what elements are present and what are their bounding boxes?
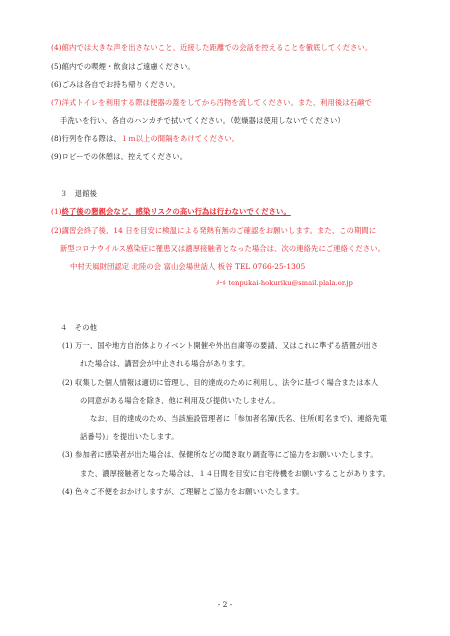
rule-item-6: (6)ごみは各自でお持ち帰りください。 <box>51 80 180 89</box>
other-line-1: (1) 万一、国や地方自治体よりイベント開催や外出自粛等の要請、又はこれに準ずる措置が出さ <box>62 341 379 350</box>
section-4-heading: ４ その他 <box>60 323 97 332</box>
after-item-2-line-2: 新型コロナウイルス感染症に罹患又は濃厚接触者となった場合は、次の連絡先にご連絡ください。 <box>60 244 386 253</box>
contact-email: ﾒｰﾙ tenpukai-hokuriku@smail.plala.or.jp <box>216 279 354 287</box>
rule-item-8: (8)行列を作る際は、１ｍ以上の間隔をあけてください。 <box>51 134 240 143</box>
rule-item-7-continued: 手洗いを行い、各自のハンカチで拭いてください。（乾燥器は使用しないでください） <box>60 116 345 125</box>
rule-item-8-emphasis: １ｍ以上の間隔をあけてください。 <box>120 134 240 143</box>
other-line-5: なお、目的達成のため、当該施設管理者に「参加者名簿(氏名、住所(町名まで)、連絡先電 <box>90 414 388 423</box>
rule-item-5: (5)館内での喫煙・飲食はご遠慮ください。 <box>51 62 195 71</box>
page-number: - 2 - <box>217 600 233 609</box>
other-line-4: の同意がある場合を除き、他に利用及び提供いたしません。 <box>80 396 280 405</box>
contact-info: 中村天風財団認定 北陸の会 富山会場世話人 板谷 TEL 0766-25-1305 <box>70 262 306 271</box>
other-line-9: (4) 色々ご不便をおかけしますが、ご理解とご協力をお願いいたします。 <box>62 487 304 496</box>
after-item-1: (1)終了後の懇親会など、感染リスクの高い行為は行わないでください。 <box>51 207 291 216</box>
other-line-3: (2) 収集した個人情報は適切に管理し、目的達成のために利用し、法令に基づく場合または本人 <box>62 378 379 387</box>
other-line-6: 話番号)」を提出いたします。 <box>80 432 179 441</box>
after-item-2-line-1: (2)講習会終了後、14 日を目安に検温による発熱有無のご確認をお願いします。また、この期間に <box>51 226 377 235</box>
rule-item-7: (7)洋式トイレを利用する際は便器の蓋をしてから汚物を流してください。また、利用後は石鹸で <box>51 98 372 107</box>
other-line-8: また、濃厚接触者となった場合は、１４日間を目安に自宅待機をお願いすることがあります。 <box>80 469 391 478</box>
other-line-2: れた場合は、講習会が中止される場合があります。 <box>80 359 250 368</box>
section-3-heading: ３ 退館後 <box>60 189 97 198</box>
rule-item-9: (9)ロビーでの休憩は、控えてください。 <box>51 152 188 161</box>
rule-item-4: (4)館内では大きな声を出さないこと、近接した距離での会話を控えることを徹底してください。 <box>51 43 373 52</box>
other-line-7: (3) 参加者に感染者が出た場合は、保健所などの聞き取り調査等にご協力をお願いいたします。 <box>62 450 378 459</box>
after-item-1-text: 終了後の懇親会など、感染リスクの高い行為は行わないでください。 <box>61 207 291 216</box>
